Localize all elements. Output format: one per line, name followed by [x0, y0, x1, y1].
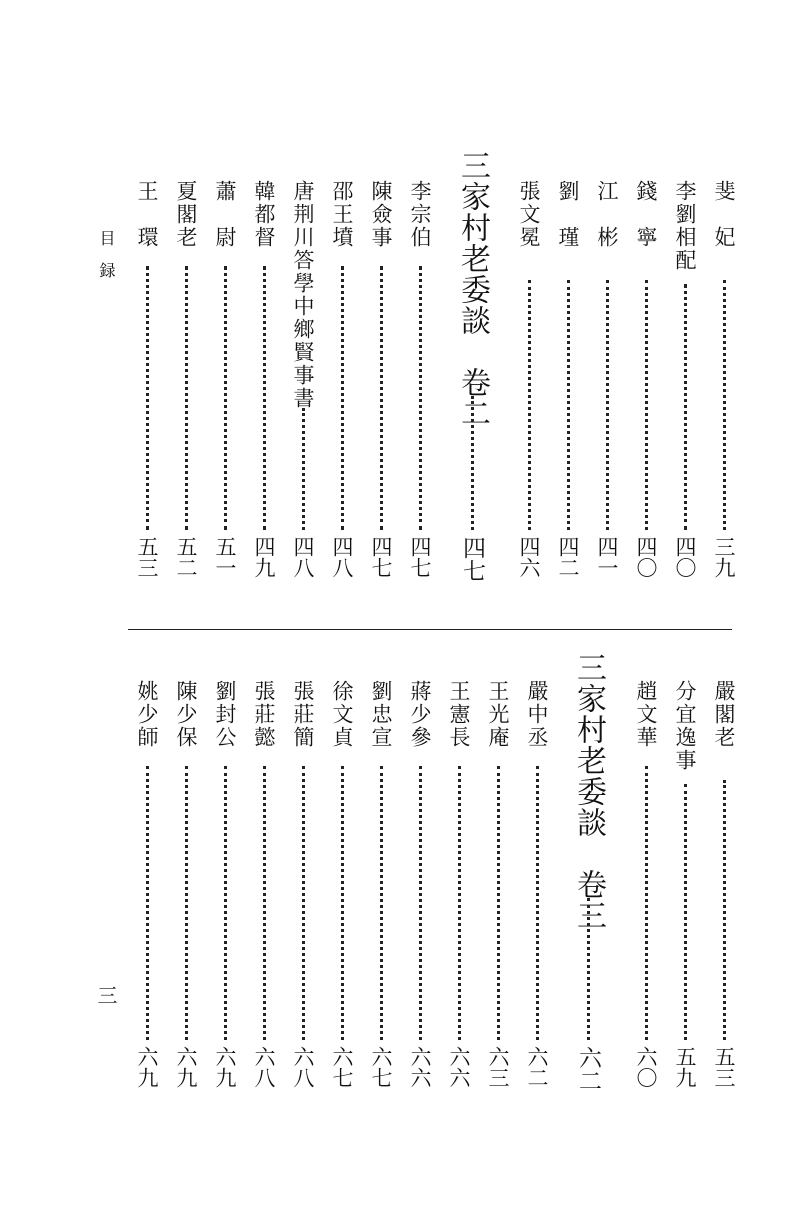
- entry-page: 六三: [486, 1046, 510, 1088]
- entry-page: 四〇: [673, 536, 697, 578]
- leader-dots: [419, 766, 422, 1040]
- toc-entry: [589, 180, 625, 610]
- leader-dots: [645, 280, 648, 530]
- entry-page: 五三: [712, 1046, 736, 1088]
- entry-page: 四七: [369, 536, 393, 578]
- entry-title: 陳少保: [174, 680, 198, 749]
- leader-dots: [224, 266, 227, 530]
- entry-page: 三九: [712, 536, 736, 578]
- entry-title: 張莊簡: [291, 680, 315, 749]
- leader-dots: [341, 266, 344, 530]
- leader-dots: [185, 766, 188, 1040]
- entry-page: 六八: [252, 1046, 276, 1088]
- leader-dots: [497, 766, 500, 1040]
- toc-entry: [628, 680, 664, 1120]
- section-heading: [566, 652, 610, 1120]
- leader-dots: [471, 396, 474, 530]
- leader-dots: [146, 266, 149, 530]
- entry-page: 六七: [369, 1046, 393, 1088]
- toc-entry: [667, 680, 703, 1120]
- toc-entry: [246, 180, 282, 610]
- toc-entry: [207, 680, 243, 1120]
- entry-title: 趙文華: [634, 680, 658, 749]
- entry-page: 六九: [174, 1046, 198, 1088]
- toc-entry: [550, 180, 586, 610]
- entry-page: 六九: [213, 1046, 237, 1088]
- toc-entry: [324, 680, 360, 1120]
- toc-entry: [168, 180, 204, 610]
- leader-dots: [723, 780, 726, 1040]
- toc-entry: [246, 680, 282, 1120]
- entry-page: 四〇: [634, 536, 658, 578]
- leader-dots: [684, 284, 687, 530]
- section-title: 三家村老委談 卷三: [571, 652, 606, 931]
- toc-entry: [207, 180, 243, 610]
- entry-title: 夏閣老: [174, 180, 198, 249]
- entry-title: 嚴閣老: [712, 680, 736, 749]
- toc-entry: [168, 680, 204, 1120]
- entry-title: 斐 妃: [712, 180, 736, 249]
- toc-entry: [285, 180, 321, 610]
- leader-dots: [341, 766, 344, 1040]
- entry-title: 江 彬: [595, 180, 619, 249]
- entry-page: 五三: [135, 536, 159, 578]
- running-head: 目 録: [97, 230, 116, 278]
- leader-dots: [567, 280, 570, 530]
- entry-title: 劉 瑾: [556, 180, 580, 249]
- leader-dots: [380, 266, 383, 530]
- leader-dots: [723, 280, 726, 530]
- entry-title: 張文冕: [517, 180, 541, 249]
- toc-entry: [706, 680, 742, 1120]
- entry-page: 六七: [330, 1046, 354, 1088]
- leader-dots: [606, 280, 609, 530]
- entry-title: 李宗伯: [408, 180, 432, 249]
- entry-title: 韓都督: [252, 180, 276, 249]
- entry-page: 五九: [673, 1046, 697, 1088]
- leader-dots: [536, 766, 539, 1040]
- entry-page: 四八: [291, 536, 315, 578]
- leader-dots: [263, 266, 266, 530]
- toc-entry: [441, 680, 477, 1120]
- leader-dots: [146, 766, 149, 1040]
- leader-dots: [419, 266, 422, 530]
- section-title: 三家村老委談 卷二: [455, 150, 490, 429]
- entry-title: 蕭 尉: [213, 180, 237, 249]
- leader-dots: [185, 266, 188, 530]
- entry-page: 四二: [556, 536, 580, 578]
- entry-title: 王 環: [135, 180, 159, 249]
- entry-page: 五一: [213, 536, 237, 578]
- toc-entry: [706, 180, 742, 610]
- leader-dots: [302, 766, 305, 1040]
- entry-page: 六〇: [634, 1046, 658, 1088]
- toc-entry: [324, 180, 360, 610]
- toc-entry: [667, 180, 703, 610]
- entry-title: 王光庵: [486, 680, 510, 749]
- entry-page: 六九: [135, 1046, 159, 1088]
- entry-page: 四九: [252, 536, 276, 578]
- toc-entry: [363, 180, 399, 610]
- leader-dots: [587, 898, 590, 1040]
- toc-entry: [402, 180, 438, 610]
- section-page: 四七: [459, 536, 485, 582]
- toc-entry: [129, 680, 165, 1120]
- entry-title: 張莊懿: [252, 680, 276, 749]
- entry-title: 李劉相配: [673, 180, 697, 272]
- entry-page: 六六: [408, 1046, 432, 1088]
- entry-title: 分宜逸事: [673, 680, 697, 772]
- entry-title: 錢 寧: [634, 180, 658, 249]
- entry-title: 嚴中丞: [525, 680, 549, 749]
- leader-dots: [380, 766, 383, 1040]
- entry-title: 王憲長: [447, 680, 471, 749]
- entry-page: 六二: [525, 1046, 549, 1088]
- leader-dots: [224, 766, 227, 1040]
- toc-entry: [480, 680, 516, 1120]
- leader-dots: [528, 280, 531, 530]
- toc-entry: [363, 680, 399, 1120]
- leader-dots: [302, 408, 305, 530]
- entry-title: 邵王墳: [330, 180, 354, 249]
- entry-title: 劉忠宣: [369, 680, 393, 749]
- entry-title: 蔣少參: [408, 680, 432, 749]
- leader-dots: [684, 784, 687, 1040]
- entry-page: 六八: [291, 1046, 315, 1088]
- toc-entry: [519, 680, 555, 1120]
- toc-entry: [129, 180, 165, 610]
- entry-page: 四六: [517, 536, 541, 578]
- entry-title: 姚少師: [135, 680, 159, 749]
- entry-page: 四八: [330, 536, 354, 578]
- page-number: 三: [94, 985, 118, 1005]
- entry-title: 徐文貞: [330, 680, 354, 749]
- toc-entry: [511, 180, 547, 610]
- leader-dots: [458, 766, 461, 1040]
- toc-entry: [628, 180, 664, 610]
- section-heading: [450, 150, 494, 610]
- section-page: 六二: [575, 1046, 601, 1092]
- entry-title: 唐荆川答學中鄉賢事書: [291, 180, 315, 410]
- leader-dots: [263, 766, 266, 1040]
- entry-page: 六六: [447, 1046, 471, 1088]
- entry-title: 劉封公: [213, 680, 237, 749]
- entry-page: 四七: [408, 536, 432, 578]
- toc-entry: [285, 680, 321, 1120]
- entry-title: 陳僉事: [369, 180, 393, 249]
- entry-page: 四一: [595, 536, 619, 578]
- entry-page: 五二: [174, 536, 198, 578]
- section-divider: [128, 629, 732, 630]
- toc-entry: [402, 680, 438, 1120]
- leader-dots: [645, 766, 648, 1040]
